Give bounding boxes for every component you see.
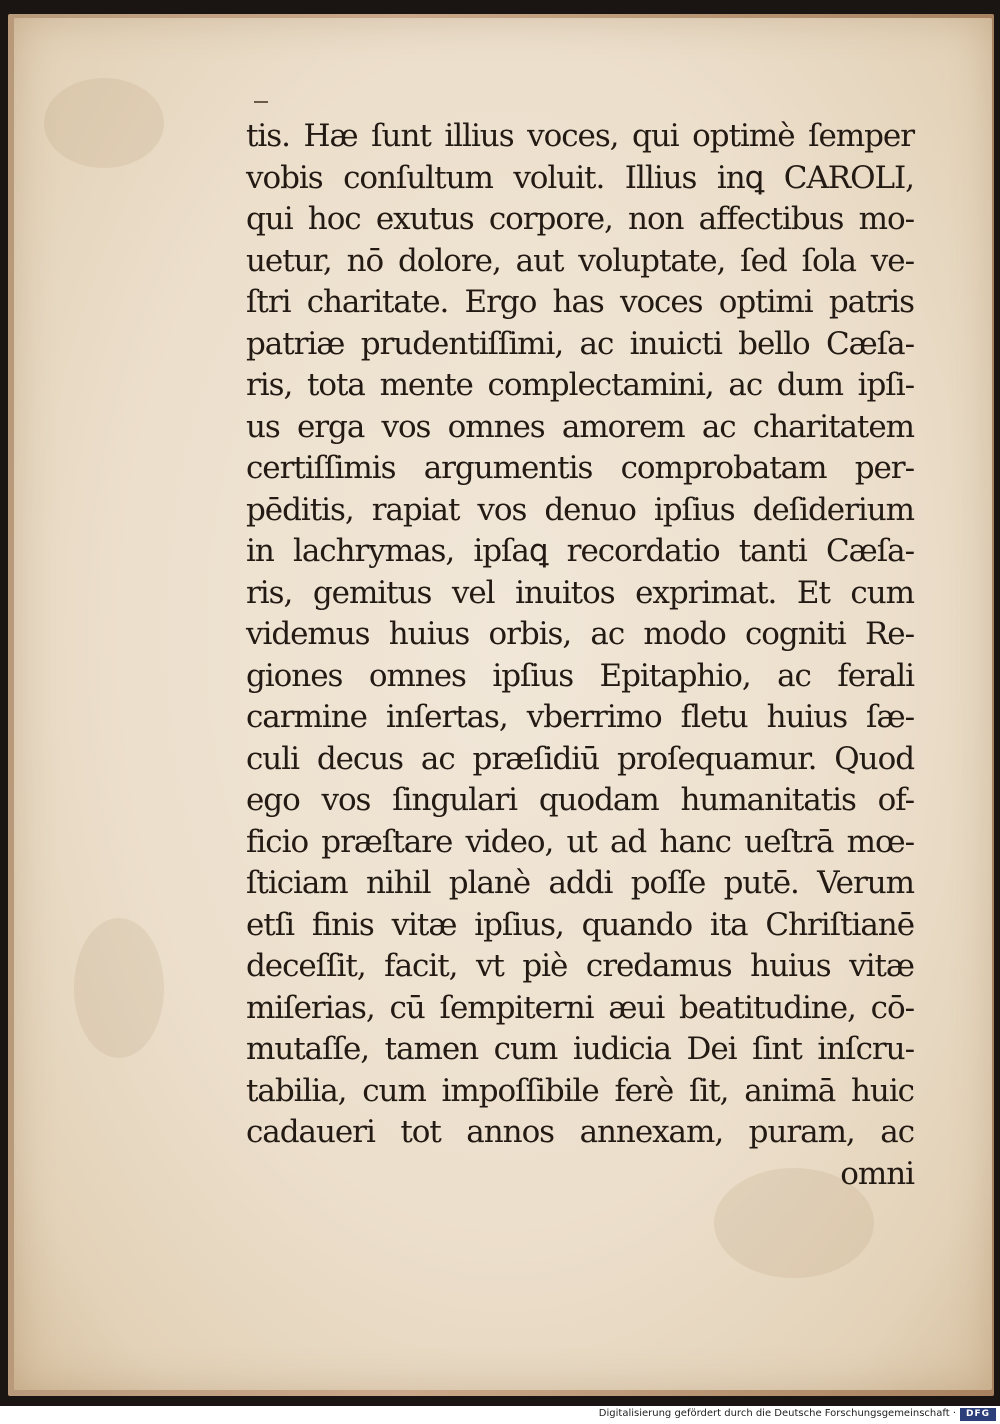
- paper-stain: [44, 78, 164, 168]
- text-line: patriæ prudentiſſimi, ac inuicti bello Cæſa-: [246, 325, 914, 362]
- dfg-logo: DFG: [960, 1408, 996, 1421]
- text-line: ſtri charitate. Ergo has voces optimi patris: [246, 284, 914, 320]
- text-line: giones omnes ipſius Epitaphio, ac ferali: [246, 657, 914, 694]
- text-line: mutaſſe, tamen cum iudicia Dei ſint inſcru-: [246, 1031, 914, 1067]
- text-line: ris, gemitus vel inuitos exprimat. Et cum: [246, 574, 914, 611]
- text-line: tabilia, cum impoſſibile ferè ſit, animā huic: [246, 1072, 914, 1109]
- text-line: uetur, nō dolore, aut voluptate, ſed ſola ve-: [246, 242, 914, 279]
- text-line: qui hoc exutus corpore, non affectibus mo-: [246, 201, 914, 237]
- text-line: in lachrymas, ipſaꝗ recordatio tanti Cæſa-: [246, 533, 914, 569]
- text-line: vobis conſultum voluit. Illius inꝗ CAROLI,: [246, 159, 914, 196]
- text-line: ego vos ſingulari quodam humanitatis of-: [246, 782, 914, 818]
- text-line: culi decus ac præſidiū proſequamur. Quod: [246, 740, 914, 777]
- funding-credit: Digitalisierung gefördert durch die Deutsche Forschungsgemeinschaft ·: [598, 1408, 956, 1419]
- text-line: deceſſit, facit, vt piè credamus huius vitæ: [246, 948, 914, 984]
- text-line: us erga vos omnes amorem ac charitatem: [246, 408, 914, 445]
- text-line: videmus huius orbis, ac modo cogniti Re-: [246, 616, 914, 652]
- text-line: ſticiam nihil planè addi poſſe putē. Verum: [246, 865, 914, 901]
- text-line: carmine inſertas, vberrimo fletu huius ſæ-: [246, 699, 914, 735]
- body-text: [246, 116, 914, 1195]
- text-line: pēditis, rapiat vos denuo ipſius deſiderium: [246, 491, 914, 528]
- text-line: ficio præſtare video, ut ad hanc ueſtrā mœ-: [246, 823, 914, 860]
- catchword: omni: [840, 1155, 914, 1192]
- text-line: etſi finis vitæ ipſius, quando ita Chriſtianē: [246, 906, 914, 943]
- ink-mark: [254, 101, 268, 103]
- paper-stain: [74, 918, 164, 1058]
- text-line: certiſſimis argumentis comprobatam per-: [246, 450, 914, 486]
- footer-bar: [0, 1406, 1000, 1424]
- text-line: ris, tota mente complectamini, ac dum ipſi-: [246, 367, 914, 403]
- text-line: cadaueri tot annos annexam, puram, ac: [246, 1114, 914, 1150]
- text-line: miſerias, cū ſempiterni æui beatitudine, cō-: [246, 989, 914, 1026]
- text-line: tis. Hæ ſunt illius voces, qui optimè ſemper: [246, 118, 914, 154]
